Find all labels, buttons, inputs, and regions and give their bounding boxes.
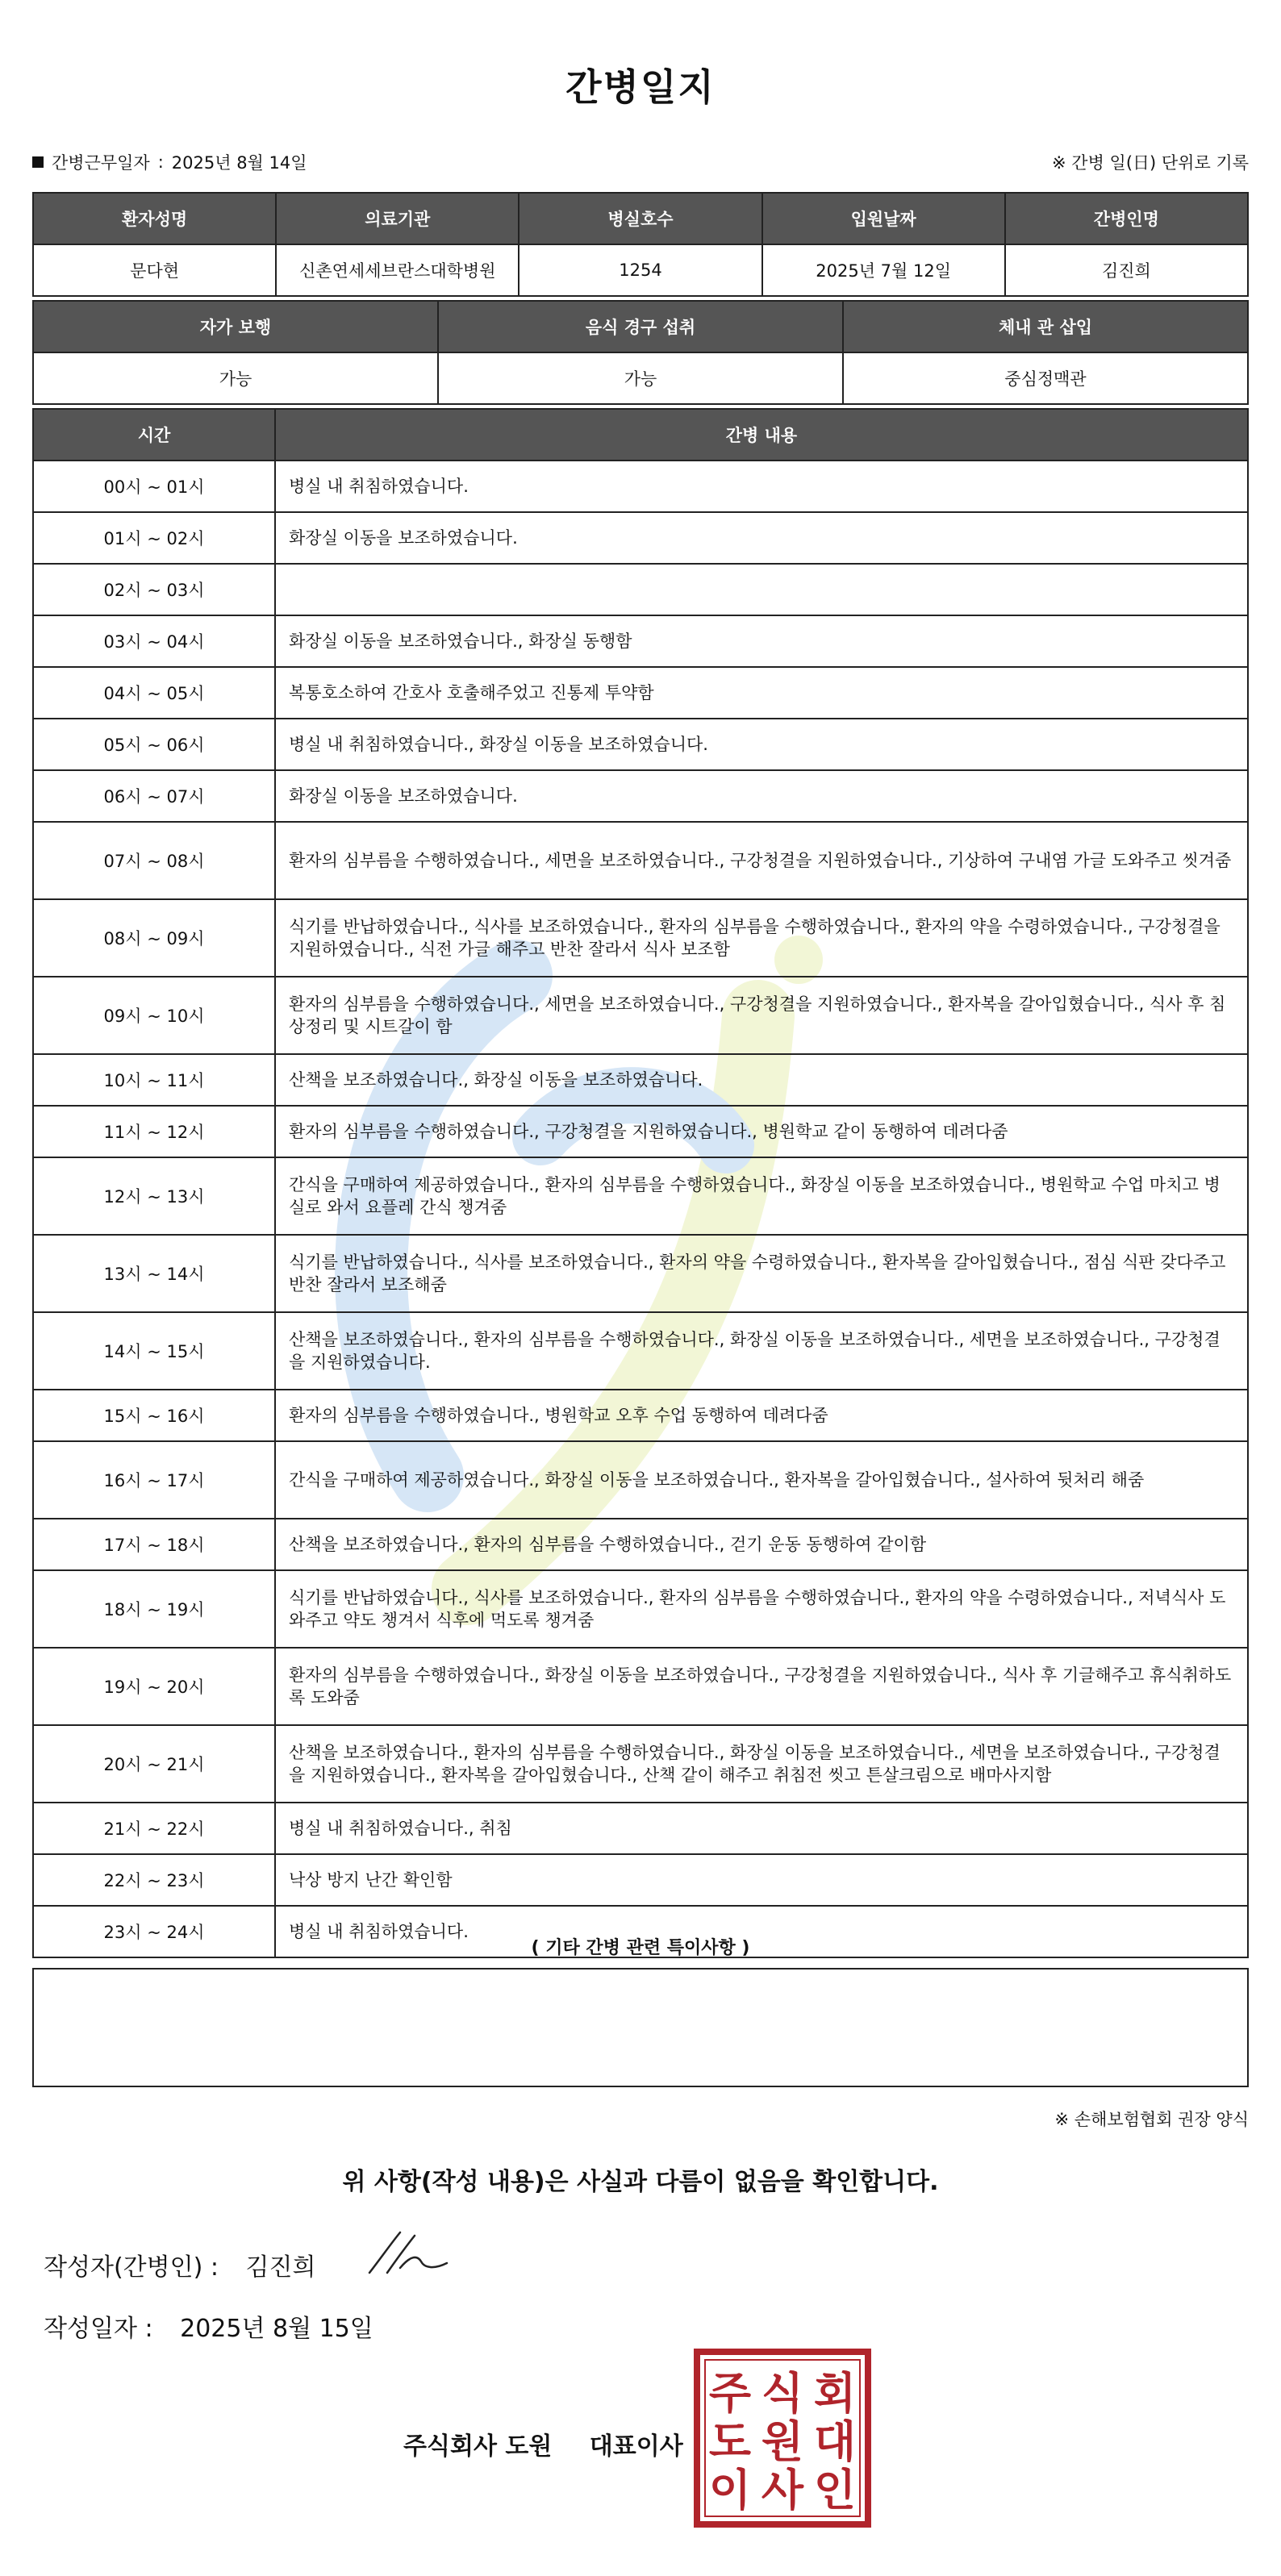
log-time: 13시 ~ 14시 <box>33 1235 275 1312</box>
log-content: 낙상 방지 난간 확인함 <box>275 1854 1248 1906</box>
log-content: 병실 내 취침하였습니다. <box>275 461 1248 512</box>
log-row <box>33 1157 1248 1235</box>
log-content: 산책을 보조하였습니다., 환자의 심부름을 수행하였습니다., 화장실 이동을 보조하였습니다., 세면을 보조하였습니다., 구강청결을 지원하였습니다., 환자복을 갈아입혔습니다., 산책 같이 해주고 취침전 씻고 튼살크림으로 배마사지함 <box>275 1725 1248 1803</box>
svg-text:주: 주 <box>708 2368 752 2419</box>
unit-note: ※ 간병 일(日) 단위로 기록 <box>1052 153 1249 173</box>
log-row <box>33 1312 1248 1390</box>
log-row <box>33 461 1248 512</box>
log-row <box>33 899 1248 977</box>
header-self-walking: 자가 보행 <box>33 301 438 352</box>
log-row <box>33 1441 1248 1519</box>
log-time: 15시 ~ 16시 <box>33 1390 275 1441</box>
log-row <box>33 770 1248 822</box>
log-row <box>33 1054 1248 1106</box>
work-date-label: 간병근무일자 <box>52 153 150 173</box>
work-date-separator: : <box>157 152 164 172</box>
header-room: 병실호수 <box>519 193 762 244</box>
patient-info-table <box>32 192 1249 297</box>
written-date-line <box>44 2308 373 2344</box>
tube-insertion-value: 중심정맥관 <box>843 352 1248 404</box>
log-row <box>33 615 1248 667</box>
log-row <box>33 564 1248 615</box>
log-time: 08시 ~ 09시 <box>33 899 275 977</box>
svg-text:원: 원 <box>761 2416 804 2467</box>
log-content: 병실 내 취침하였습니다., 취침 <box>275 1803 1248 1854</box>
log-time: 16시 ~ 17시 <box>33 1441 275 1519</box>
log-row <box>33 1390 1248 1441</box>
oral-intake-value: 가능 <box>438 352 843 404</box>
log-row <box>33 1570 1248 1648</box>
log-time: 22시 ~ 23시 <box>33 1854 275 1906</box>
log-content: 간식을 구매하여 제공하였습니다., 환자의 심부름을 수행하였습니다., 화장실 이동을 보조하였습니다., 병원학교 수업 마치고 병실로 와서 요플레 간식 챙겨줌 <box>275 1157 1248 1235</box>
form-note: ※ 손해보험협회 권장 양식 <box>1054 2110 1249 2129</box>
svg-text:회: 회 <box>813 2368 857 2419</box>
svg-text:도: 도 <box>708 2416 752 2467</box>
log-time: 06시 ~ 07시 <box>33 770 275 822</box>
log-time: 02시 ~ 03시 <box>33 564 275 615</box>
log-time: 18시 ~ 19시 <box>33 1570 275 1648</box>
company-rep: 대표이사 <box>589 2432 683 2461</box>
log-row <box>33 512 1248 564</box>
header-caregiver: 간병인명 <box>1005 193 1248 244</box>
log-content <box>275 564 1248 615</box>
company-line <box>403 2426 683 2461</box>
company-seal-icon <box>694 2349 871 2528</box>
log-row <box>33 822 1248 899</box>
log-time: 14시 ~ 15시 <box>33 1312 275 1390</box>
log-time: 05시 ~ 06시 <box>33 719 275 770</box>
log-content: 산책을 보조하였습니다., 화장실 이동을 보조하였습니다. <box>275 1054 1248 1106</box>
header-patient-name: 환자성명 <box>33 193 276 244</box>
log-content: 복통호소하여 간호사 호출해주었고 진통제 투약함 <box>275 667 1248 719</box>
log-row <box>33 1854 1248 1906</box>
remarks-title: ( 기타 간병 관련 특이사항 ) <box>531 1938 750 1958</box>
log-row <box>33 719 1248 770</box>
company-name: 주식회사 도원 <box>403 2432 553 2461</box>
writer-name: 김진희 <box>245 2253 316 2282</box>
writer-line <box>44 2247 315 2282</box>
confirmation-statement: 위 사항(작성 내용)은 사실과 다름이 없음을 확인합니다. <box>342 2168 939 2196</box>
log-content: 환자의 심부름을 수행하였습니다., 세면을 보조하였습니다., 구강청결을 지원하였습니다., 기상하여 구내염 가글 도와주고 씻겨줌 <box>275 822 1248 899</box>
log-content: 식기를 반납하였습니다., 식사를 보조하였습니다., 환자의 심부름을 수행하였습니다., 환자의 약을 수령하였습니다., 저녁식사 도와주고 약도 챙겨서 식후에 먹도록 챙겨줌 <box>275 1570 1248 1648</box>
writer-label: 작성자(간병인) : <box>44 2253 219 2282</box>
log-row <box>33 1235 1248 1312</box>
log-content: 환자의 심부름을 수행하였습니다., 화장실 이동을 보조하였습니다., 구강청결을 지원하였습니다., 식사 후 기글해주고 휴식취하도록 도와줌 <box>275 1648 1248 1725</box>
log-content: 화장실 이동을 보조하였습니다., 화장실 동행함 <box>275 615 1248 667</box>
work-date-value: 2025년 8월 14일 <box>171 153 307 173</box>
signature-icon <box>363 2226 460 2282</box>
svg-text:대: 대 <box>813 2416 857 2467</box>
svg-text:이: 이 <box>708 2465 752 2516</box>
log-content: 화장실 이동을 보조하였습니다. <box>275 770 1248 822</box>
log-row <box>33 1725 1248 1803</box>
bullet-square-icon <box>32 156 44 168</box>
log-content: 화장실 이동을 보조하였습니다. <box>275 512 1248 564</box>
care-log-body <box>33 461 1248 1957</box>
log-time: 09시 ~ 10시 <box>33 977 275 1054</box>
log-time: 04시 ~ 05시 <box>33 667 275 719</box>
log-time: 19시 ~ 20시 <box>33 1648 275 1725</box>
header-oral-intake: 음식 경구 섭취 <box>438 301 843 352</box>
log-time: 03시 ~ 04시 <box>33 615 275 667</box>
log-row <box>33 667 1248 719</box>
log-content: 병실 내 취침하였습니다., 화장실 이동을 보조하였습니다. <box>275 719 1248 770</box>
log-content: 식기를 반납하였습니다., 식사를 보조하였습니다., 환자의 심부름을 수행하였습니다., 환자의 약을 수령하였습니다., 구강청결을 지원하였습니다., 식전 가글 해주고 반찬 잘라서 식사 보조함 <box>275 899 1248 977</box>
log-row <box>33 1519 1248 1570</box>
log-row <box>33 1648 1248 1725</box>
caregiver-name: 김진희 <box>1005 244 1248 296</box>
log-time: 17시 ~ 18시 <box>33 1519 275 1570</box>
header-care-content: 간병 내용 <box>275 409 1248 461</box>
log-time: 00시 ~ 01시 <box>33 461 275 512</box>
patient-status-table <box>32 300 1249 405</box>
admission-date: 2025년 7월 12일 <box>762 244 1005 296</box>
log-time: 20시 ~ 21시 <box>33 1725 275 1803</box>
svg-text:식: 식 <box>761 2368 804 2419</box>
header-tube-insertion: 체내 관 삽입 <box>843 301 1248 352</box>
written-date-value: 2025년 8월 15일 <box>180 2315 373 2343</box>
room-number: 1254 <box>519 244 762 296</box>
log-time: 21시 ~ 22시 <box>33 1803 275 1854</box>
log-time: 12시 ~ 13시 <box>33 1157 275 1235</box>
care-log-table <box>32 408 1249 1958</box>
log-content: 병실 내 취침하였습니다. <box>275 1906 1248 1957</box>
log-row <box>33 1803 1248 1854</box>
log-time: 11시 ~ 12시 <box>33 1106 275 1157</box>
log-content: 환자의 심부름을 수행하였습니다., 병원학교 오후 수업 동행하여 데려다줌 <box>275 1390 1248 1441</box>
written-date-label: 작성일자 : <box>44 2315 153 2343</box>
log-content: 환자의 심부름을 수행하였습니다., 구강청결을 지원하였습니다., 병원학교 같이 동행하여 데려다줌 <box>275 1106 1248 1157</box>
work-date <box>32 150 307 174</box>
remarks-box <box>32 1968 1249 2087</box>
log-content: 식기를 반납하였습니다., 식사를 보조하였습니다., 환자의 약을 수령하였습니다., 환자복을 갈아입혔습니다., 점심 식판 갖다주고 반찬 잘라서 보조해줌 <box>275 1235 1248 1312</box>
log-row <box>33 977 1248 1054</box>
patient-name: 문다현 <box>33 244 276 296</box>
log-content: 환자의 심부름을 수행하였습니다., 세면을 보조하였습니다., 구강청결을 지원하였습니다., 환자복을 갈아입혔습니다., 식사 후 침상정리 및 시트갈이 함 <box>275 977 1248 1054</box>
svg-text:사: 사 <box>761 2465 804 2516</box>
log-content: 산책을 보조하였습니다., 환자의 심부름을 수행하였습니다., 걷기 운동 동행하여 같이함 <box>275 1519 1248 1570</box>
log-time: 07시 ~ 08시 <box>33 822 275 899</box>
page-title: 간병일지 <box>565 65 716 109</box>
header-admission-date: 입원날짜 <box>762 193 1005 244</box>
log-time: 23시 ~ 24시 <box>33 1906 275 1957</box>
self-walking-value: 가능 <box>33 352 438 404</box>
header-time: 시간 <box>33 409 275 461</box>
log-row <box>33 1106 1248 1157</box>
log-time: 10시 ~ 11시 <box>33 1054 275 1106</box>
log-content: 간식을 구매하여 제공하였습니다., 화장실 이동을 보조하였습니다., 환자복을 갈아입혔습니다., 설사하여 뒷처리 해줌 <box>275 1441 1248 1519</box>
log-content: 산책을 보조하였습니다., 환자의 심부름을 수행하였습니다., 화장실 이동을 보조하였습니다., 세면을 보조하였습니다., 구강청결을 지원하였습니다. <box>275 1312 1248 1390</box>
hospital-name: 신촌연세세브란스대학병원 <box>276 244 519 296</box>
log-time: 01시 ~ 02시 <box>33 512 275 564</box>
svg-text:인: 인 <box>813 2465 857 2516</box>
header-hospital: 의료기관 <box>276 193 519 244</box>
